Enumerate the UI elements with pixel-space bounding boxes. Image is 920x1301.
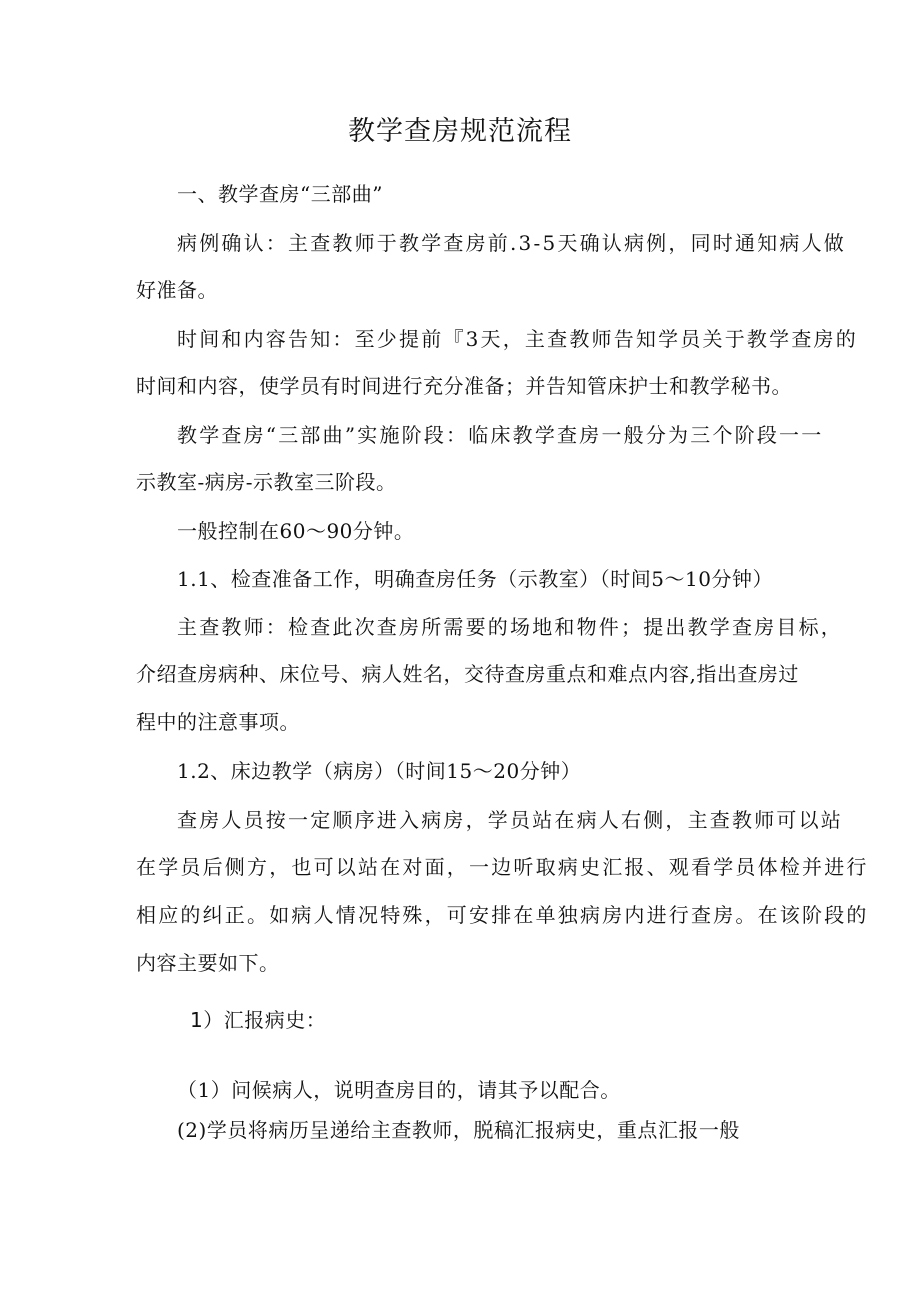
paragraph-line: 介绍查房病种、床位号、病人姓名，交待查房重点和难点内容,指出查房过 bbox=[136, 662, 799, 686]
paragraph-line: 内容主要如下。 bbox=[136, 951, 280, 975]
paragraph-line: 好准备。 bbox=[136, 278, 218, 302]
paragraph-line: 教学查房“三部曲”实施阶段：临床教学查房一般分为三个阶段一一 bbox=[177, 423, 824, 447]
paragraph-line: 示教室-病房-示教室三阶段。 bbox=[136, 470, 397, 494]
paragraph-line: 一般控制在60～90分钟。 bbox=[177, 519, 415, 543]
paragraph-line: 时间和内容告知：至少提前『3天，主查教师告知学员关于教学查房的 bbox=[177, 327, 858, 351]
paragraph-line: 病例确认：主查教师于教学查房前.3-5天确认病例，同时通知病人做 bbox=[177, 231, 846, 255]
paragraph-line: 相应的纠正。如病人情况特殊，可安排在单独病房内进行查房。在该阶段的 bbox=[136, 903, 869, 927]
section-heading-three-stages: 一、教学查房“三部曲” bbox=[177, 182, 383, 206]
document-title: 教学查房规范流程 bbox=[348, 116, 572, 147]
paragraph-line: 主查教师：检查此次查房所需要的场地和物件；提出教学查房目标， bbox=[177, 615, 843, 639]
paragraph-line: 时间和内容，使学员有时间进行充分准备；并告知管床护士和教学秘书。 bbox=[136, 374, 792, 398]
subsection-heading-1-1: 1.1、检查准备工作，明确查房任务（示教室）（时间5～10分钟） bbox=[177, 567, 773, 591]
list-heading-report-history: 1）汇报病史： bbox=[190, 1008, 327, 1032]
subsection-heading-1-2: 1.2、床边教学（病房）（时间15～20分钟） bbox=[177, 759, 582, 783]
list-item: （1）问候病人，说明查房目的，请其予以配合。 bbox=[177, 1078, 621, 1102]
paragraph-line: 程中的注意事项。 bbox=[136, 710, 300, 734]
paragraph-line: 查房人员按一定顺序进入病房，学员站在病人右侧，主查教师可以站 bbox=[177, 808, 843, 832]
list-item: (2)学员将病历呈递给主查教师，脱稿汇报病史，重点汇报一般 bbox=[177, 1118, 740, 1142]
paragraph-line: 在学员后侧方，也可以站在对面，一边听取病史汇报、观看学员体检并进行 bbox=[136, 855, 869, 879]
